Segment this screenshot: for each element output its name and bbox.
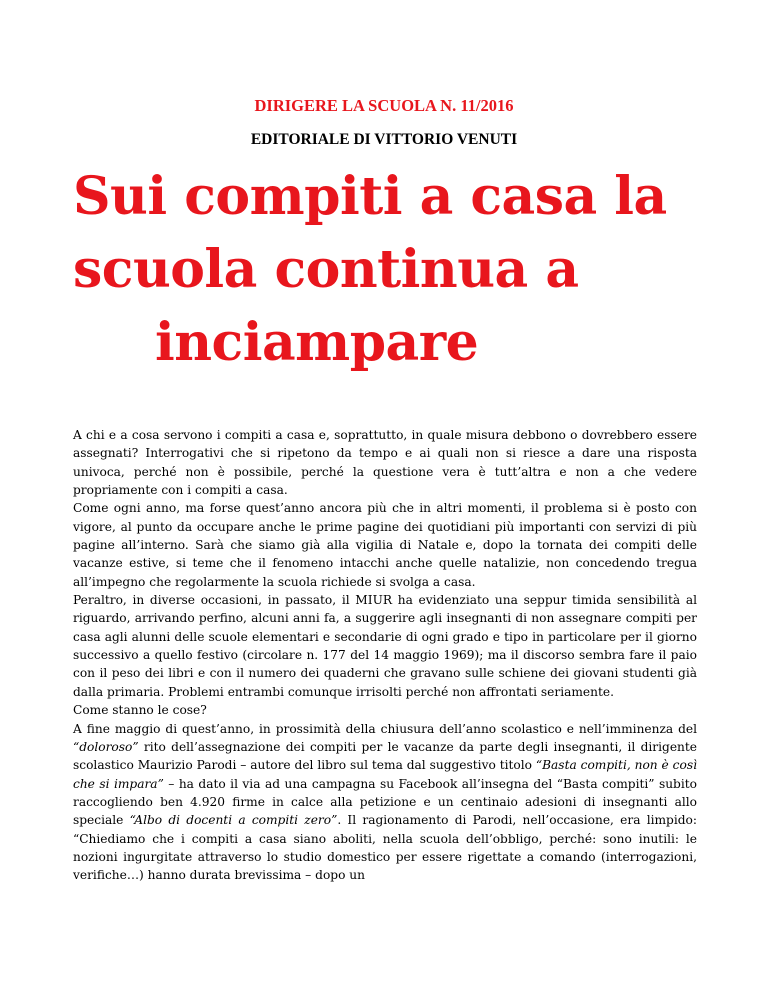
title-line-1: Sui compiti a casa la xyxy=(73,166,667,227)
paragraph-5-text-a: A fine maggio di quest’anno, in prossimità della chiusura dell’anno scolastico e nell’imminenza del xyxy=(73,721,697,736)
paragraph-5 xyxy=(73,720,697,885)
paragraph-4: Come stanno le cose? xyxy=(73,703,207,718)
paragraph-5-albo-title: “Albo di docenti a compiti zero” xyxy=(129,813,338,828)
title-line-2: scuola continua a xyxy=(73,239,579,300)
paragraph-5-text-c: rito dell’assegnazione dei compiti per le vacanze da parte degli insegnanti, il dirigente scolastico Maurizio Parodi – autore del libro sul tema dal suggestivo titolo xyxy=(73,739,697,773)
paragraph-5-quote-doloroso: “doloroso” xyxy=(73,739,139,754)
editorial-byline: EDITORIALE DI VITTORIO VENUTI xyxy=(250,131,518,148)
publication-header: DIRIGERE LA SCUOLA N. 11/2016 xyxy=(254,96,514,115)
paragraph-2: Come ogni anno, ma forse quest’anno ancora più che in altri momenti, il problema si è posto con vigore, al punto da occupare anche le prime pagine dei quotidiani più importanti con servizi di più pagine all’interno. Sarà che siamo già alla vigilia di Natale e, dopo la tornata dei compiti delle vacanze estive, si teme che il fenomeno intacchi anche quelle natalizie, non concedendo tregua all’impegno che regolarmente la scuola richiede si svolga a casa. xyxy=(73,501,697,589)
paragraph-5-text-e: – ha dato il via ad una campagna su Facebook all’insegna del “Basta compiti” subito raccogliendo ben 4.920 firme in calce alla petizione e un centinaio adesioni di insegnanti allo speciale xyxy=(73,776,697,828)
paragraph-1: A chi e a cosa servono i compiti a casa e, soprattutto, in quale misura debbono o dovrebbero essere assegnati? Interrogativi che si ripetono da tempo e ai quali non si riesce a dare una risposta univoca, perché non è possibile, perché la questione vera è tutt’altra e non a che vedere propriamente con i compiti a casa. xyxy=(73,428,697,498)
paragraph-5-book-title: “Basta compiti, non è così che si impara” xyxy=(73,758,697,791)
article-body xyxy=(73,426,697,885)
article-title xyxy=(73,160,733,379)
paragraph-3: Peraltro, in diverse occasioni, in passato, il MIUR ha evidenziato una seppur timida sensibilità al riguardo, arrivando perfino, alcuni anni fa, a suggerire agli insegnanti di non assegnare compiti per casa agli alunni delle scuole elementari e secondarie di ogni grado e tipo in particolare per il giorno successivo a quello festivo (circolare n. 177 del 14 maggio 1969); ma il discorso sembra fare il paio con il peso dei libri e con il numero dei quaderni che gravano sulle schiene dei giovani studenti già dalla primaria. Problemi entrambi comunque irrisolti perché non affrontati seriamente. xyxy=(73,593,697,699)
title-line-3: inciampare xyxy=(155,312,479,373)
paragraph-5-text-g: . Il ragionamento di Parodi, nell’occasione, era limpido: “Chiediamo che i compiti a casa siano aboliti, nella scuola dell’obbligo, perché: sono inutili: le nozioni ingurgitate attraverso lo studio domestico per essere rigettate a comando (interrogazioni, verifiche…) hanno durata brevissima – dopo un xyxy=(73,813,697,883)
